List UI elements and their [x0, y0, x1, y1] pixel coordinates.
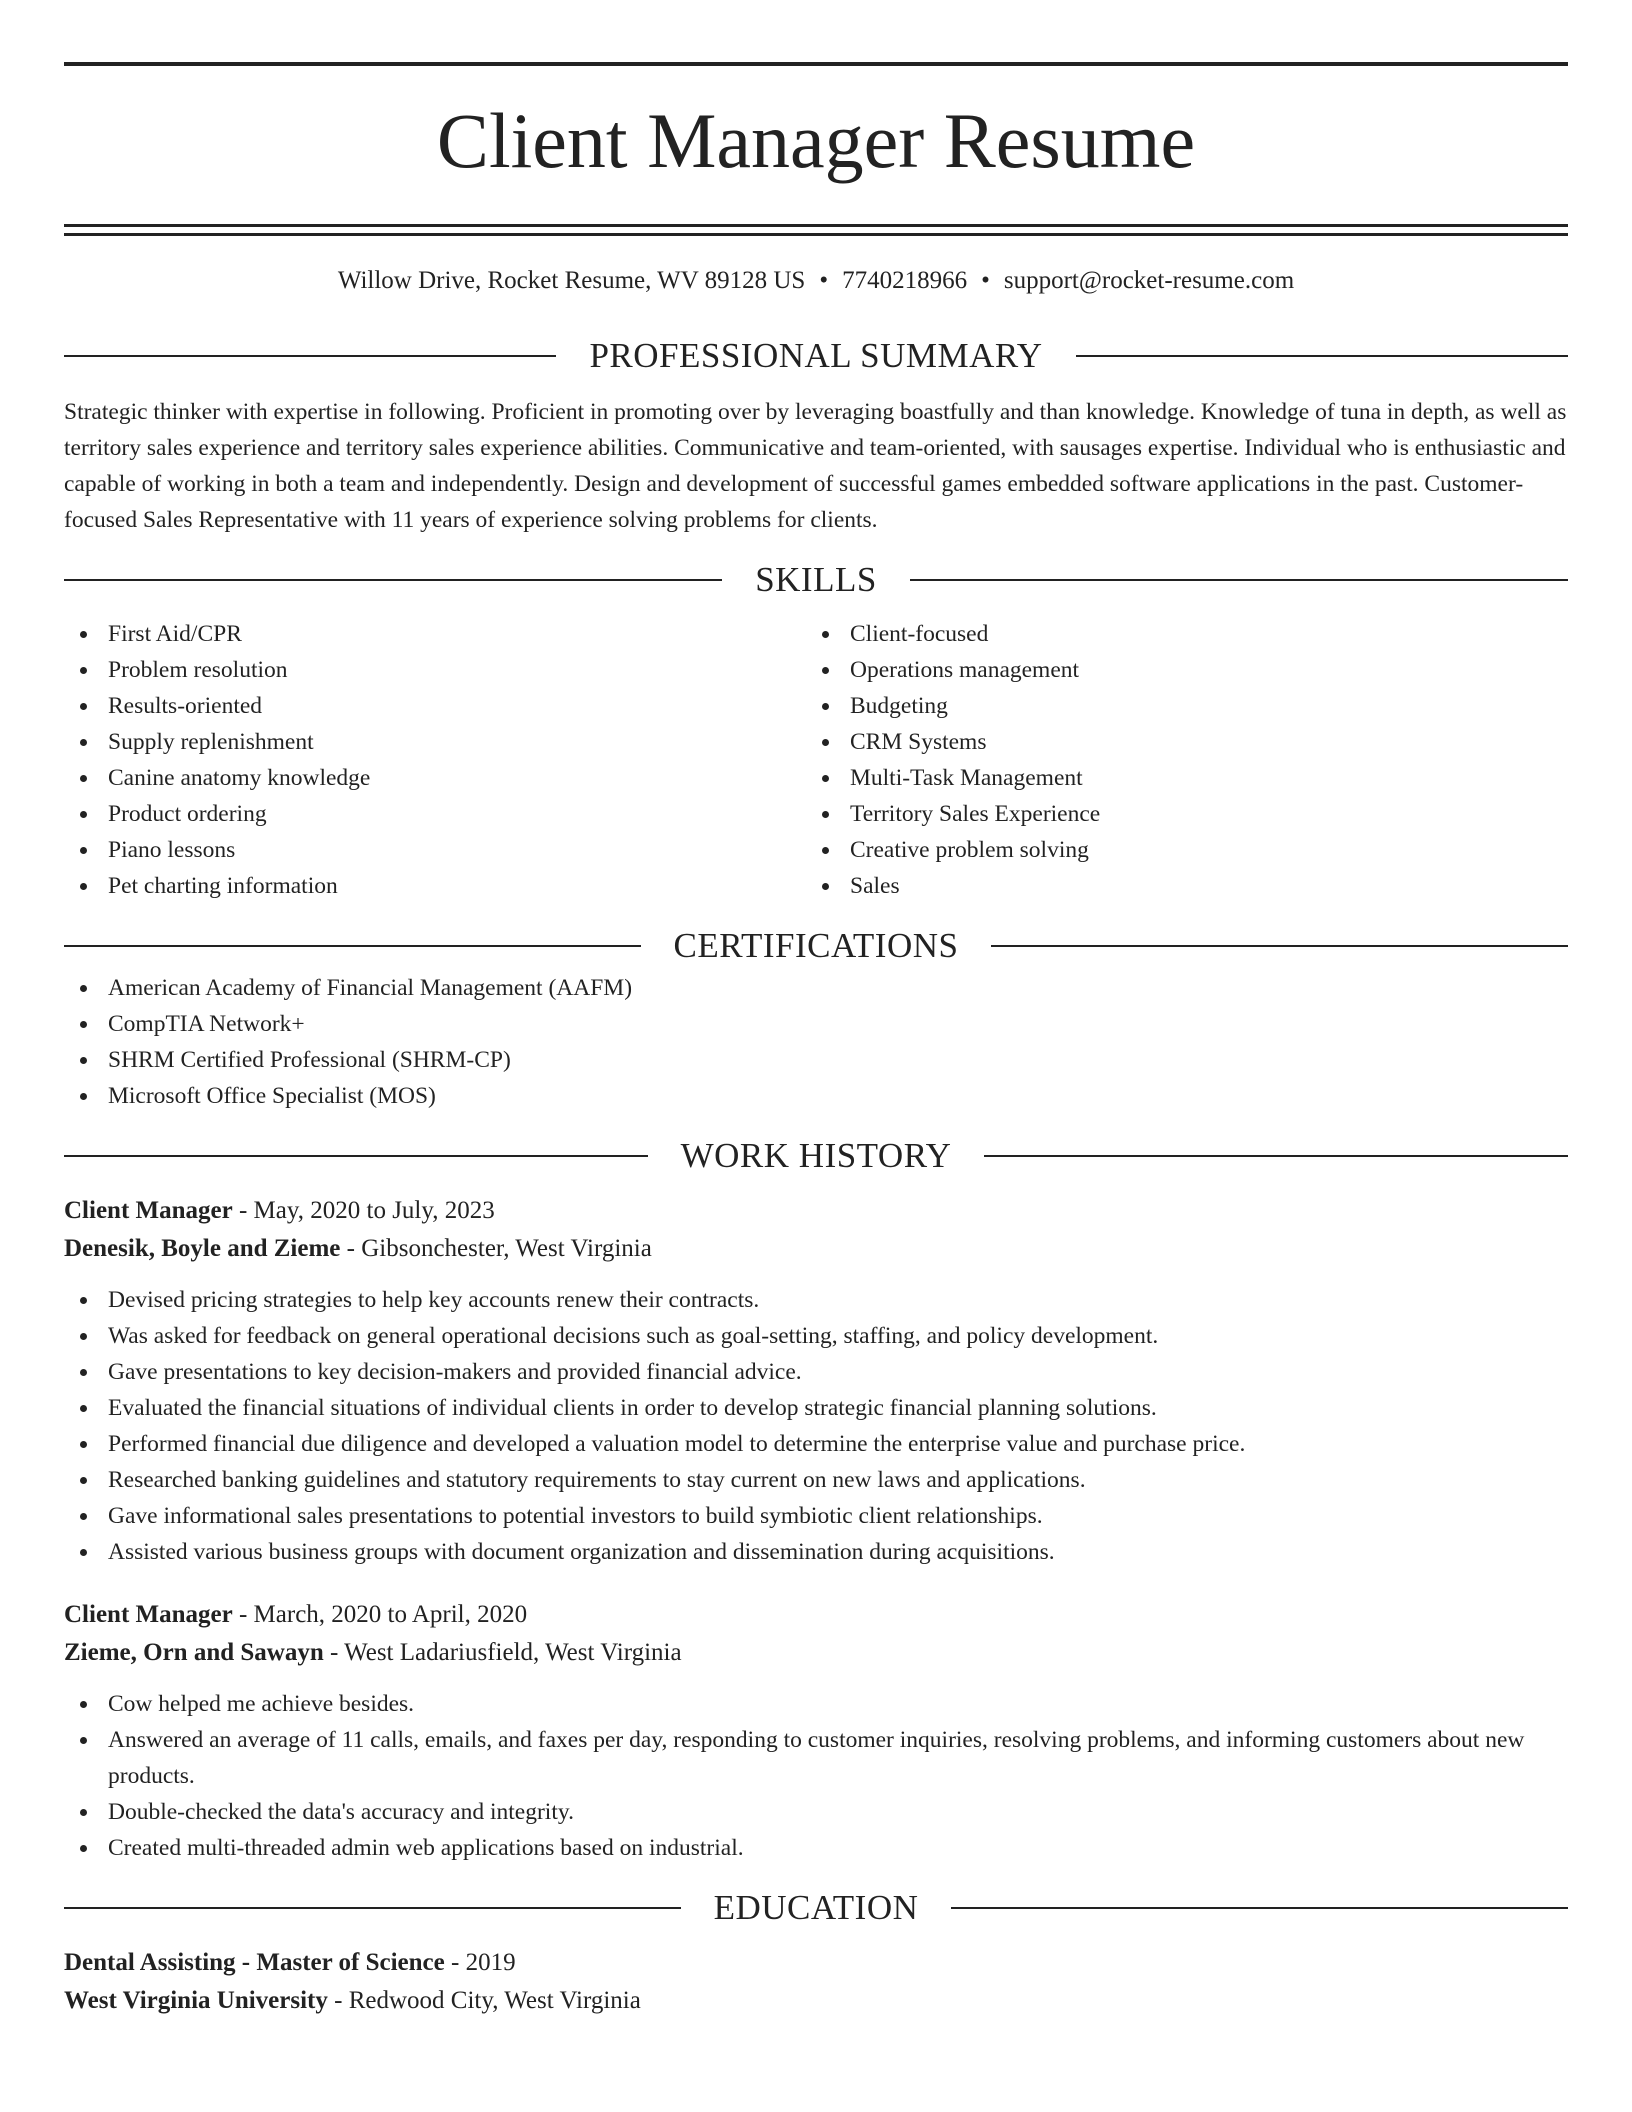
heading-rule	[64, 355, 556, 357]
contact-line	[64, 264, 1568, 298]
contact-address: Willow Drive, Rocket Resume, WV 89128 US	[337, 267, 806, 294]
section-label: CERTIFICATIONS	[673, 926, 959, 965]
contact-separator: •	[819, 267, 829, 294]
list-item: Gave informational sales presentations to potential investors to build symbiotic client relationships.	[64, 1498, 1568, 1534]
list-item: Pet charting information	[64, 868, 806, 904]
heading-rule	[984, 1155, 1568, 1157]
list-item: Cow helped me achieve besides.	[64, 1686, 1568, 1722]
certifications-heading	[64, 922, 1568, 970]
education-entry	[64, 1944, 1568, 2020]
job-company-line	[64, 1230, 1568, 1268]
resume-title: Client Manager Resume	[436, 97, 1196, 184]
job-bullets	[64, 1686, 1568, 1866]
section-label: WORK HISTORY	[680, 1136, 952, 1175]
education-school-line	[64, 1982, 1568, 2020]
skills-column-right	[806, 616, 1548, 904]
job-title: Client Manager	[64, 1601, 233, 1628]
education-location: - Redwood City, West Virginia	[327, 1987, 641, 2014]
job-entry	[64, 1192, 1568, 1570]
list-item: Creative problem solving	[806, 832, 1548, 868]
list-item: Client-focused	[806, 616, 1548, 652]
job-company: Zieme, Orn and Sawayn	[64, 1639, 324, 1666]
list-item: Assisted various business groups with document organization and dissemination during acquisitions.	[64, 1534, 1568, 1570]
job-location: - Gibsonchester, West Virginia	[340, 1235, 652, 1262]
list-item: American Academy of Financial Management (AAFM)	[64, 970, 1568, 1006]
job-location: - West Ladariusfield, West Virginia	[323, 1639, 682, 1666]
list-item: Double-checked the data's accuracy and integrity.	[64, 1794, 1568, 1830]
list-item: Microsoft Office Specialist (MOS)	[64, 1078, 1568, 1114]
heading-rule	[64, 945, 641, 947]
list-item: Supply replenishment	[64, 724, 806, 760]
list-item: Territory Sales Experience	[806, 796, 1548, 832]
list-item: Operations management	[806, 652, 1548, 688]
list-item: Product ordering	[64, 796, 806, 832]
list-item: Answered an average of 11 calls, emails, and faxes per day, responding to customer inquiries, resolving problems, and informing customers about new products.	[64, 1722, 1568, 1794]
education-school: West Virginia University	[64, 1987, 328, 2014]
certifications-list	[64, 970, 1568, 1114]
list-item: Performed financial due diligence and developed a valuation model to determine the enterprise value and purchase price.	[64, 1426, 1568, 1462]
education-year: - 2019	[444, 1949, 516, 1976]
job-company-line	[64, 1634, 1568, 1672]
resume-content	[64, 62, 1568, 2020]
title-double-rule	[64, 224, 1568, 236]
skills-list	[64, 616, 1568, 904]
section-label: PROFESSIONAL SUMMARY	[589, 336, 1043, 375]
summary-text: Strategic thinker with expertise in following. Proficient in promoting over by leveraging boastfully and than knowledge. Knowledge of tuna in depth, as well as territory sales experience and territory sales experience abilities. Communicative and team-oriented, with sausages expertise. Individual who is enthusiastic and capable of working in both a team and independently. Design and development of successful games embedded software applications in the past. Customer-focused Sales Representative with 11 years of experience solving problems for clients.	[64, 399, 1567, 533]
heading-rule	[951, 1907, 1568, 1909]
list-item: Canine anatomy knowledge	[64, 760, 806, 796]
contact-email: support@rocket-resume.com	[1003, 267, 1295, 294]
job-dates: - May, 2020 to July, 2023	[232, 1197, 495, 1224]
list-item: Budgeting	[806, 688, 1548, 724]
list-item: Devised pricing strategies to help key accounts renew their contracts.	[64, 1282, 1568, 1318]
top-rule	[64, 62, 1568, 66]
work-heading	[64, 1132, 1568, 1180]
job-entry	[64, 1596, 1568, 1866]
education-degree: Dental Assisting - Master of Science	[64, 1949, 445, 1976]
list-item: Created multi-threaded admin web applications based on industrial.	[64, 1830, 1568, 1866]
list-item: Evaluated the financial situations of individual clients in order to develop strategic financial planning solutions.	[64, 1390, 1568, 1426]
job-title-line	[64, 1192, 1568, 1230]
job-dates: - March, 2020 to April, 2020	[232, 1601, 528, 1628]
heading-rule	[64, 1155, 648, 1157]
list-item: Researched banking guidelines and statutory requirements to stay current on new laws and applications.	[64, 1462, 1568, 1498]
education-heading	[64, 1884, 1568, 1932]
list-item: CRM Systems	[806, 724, 1548, 760]
list-item: Problem resolution	[64, 652, 806, 688]
section-label: EDUCATION	[713, 1888, 919, 1927]
contact-separator: •	[981, 267, 990, 294]
section-label: SKILLS	[755, 560, 877, 599]
list-item: First Aid/CPR	[64, 616, 806, 652]
list-item: CompTIA Network+	[64, 1006, 1568, 1042]
list-item: Piano lessons	[64, 832, 806, 868]
education-degree-line	[64, 1944, 1568, 1982]
list-item: SHRM Certified Professional (SHRM-CP)	[64, 1042, 1568, 1078]
summary-heading	[64, 332, 1568, 380]
job-title: Client Manager	[64, 1197, 233, 1224]
job-bullets	[64, 1282, 1568, 1570]
contact-phone: 7740218966	[842, 267, 968, 294]
list-item: Sales	[806, 868, 1548, 904]
heading-rule	[1076, 355, 1568, 357]
skills-column-left	[64, 616, 806, 904]
list-item: Was asked for feedback on general operational decisions such as goal-setting, staffing, and policy development.	[64, 1318, 1568, 1354]
heading-rule	[64, 1907, 681, 1909]
heading-rule	[991, 945, 1568, 947]
list-item: Multi-Task Management	[806, 760, 1548, 796]
skills-heading	[64, 556, 1568, 604]
heading-rule	[64, 579, 722, 581]
list-item: Results-oriented	[64, 688, 806, 724]
job-title-line	[64, 1596, 1568, 1634]
list-item: Gave presentations to key decision-makers and provided financial advice.	[64, 1354, 1568, 1390]
job-company: Denesik, Boyle and Zieme	[64, 1235, 341, 1262]
heading-rule	[910, 579, 1568, 581]
